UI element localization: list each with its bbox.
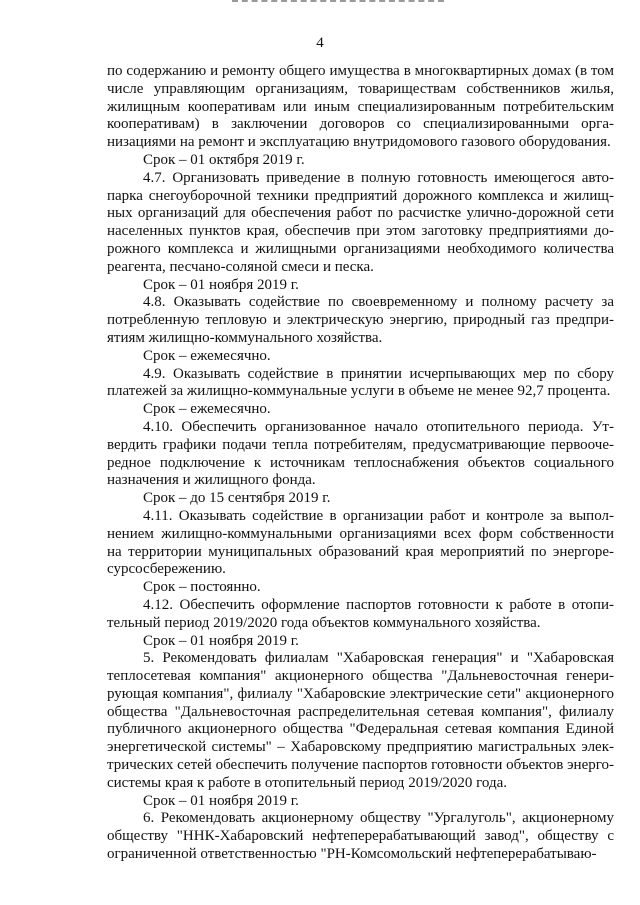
paragraph-4-8: 4.8. Оказывать содействие по своевременному и полному расчету за потребленную тепловую и электрическую энергию, природный газ предприятиям жилищно-коммунального хозяйства. <box>107 294 614 346</box>
deadline-line: Срок – 01 ноября 2019 г. <box>143 792 299 809</box>
paragraph-4-12: 4.12. Обеспечить оформление паспортов готовности к работе в отопительный период 2019/2020 года объектов коммунального хозяйства. <box>107 596 614 631</box>
paragraph-continuation: по содержанию и ремонту общего имущества в многоквартирных домах (в том числе управляющим организациям, товариществам собственников жилья, жилищным кооперативам или иным специализированным потребительским кооперативам) в заключении договоров со специализированными организациями на ремонт и эксплуатацию внутридомового газового оборудования. <box>107 63 614 151</box>
page-number: 4 <box>316 35 324 51</box>
paragraph-5: 5. Рекомендовать филиалам "Хабаровская генерация" и "Хабаровская теплосетевая компания" акционерного общества "Дальневосточная генерирующая компания", филиалу "Хабаровские электрические сети" акционерного общества "Дальневосточная распределительная сетевая компания", филиалу публичного акционерного общества "Федеральная сетевая компания Единой энергетической системы" – Хабаровскому предприятию магистральных электрических сетей обеспечить получение паспортов готовности объектов энергосистемы края к работе в отопительный период 2019/2020 года. <box>107 650 614 791</box>
deadline-line: Срок – ежемесячно. <box>143 401 271 418</box>
body-text <box>107 63 614 864</box>
header-divider <box>232 0 444 5</box>
paragraph-4-7: 4.7. Организовать приведение в полную готовность имеющегося автопарка снегоуборочной техники предприятий дорожного комплекса и жилищных организаций для обеспечения работ по расчистке улично-дорожной сети населенных пунктов края, обеспечив при этом заготовку предприятиями дорожного комплекса и жилищными организациями необходимого количества реагента, песчано-соляной смеси и песка. <box>107 169 614 275</box>
deadline-line: Срок – 01 ноября 2019 г. <box>143 632 299 649</box>
deadline-line: Срок – ежемесячно. <box>143 347 271 364</box>
deadline-line: Срок – постоянно. <box>143 579 261 596</box>
deadline-line: Срок – 01 октября 2019 г. <box>143 151 305 168</box>
deadline-line: Срок – до 15 сентября 2019 г. <box>143 490 331 507</box>
paragraph-6: 6. Рекомендовать акционерному обществу "Ургалуголь", акционерному обществу "ННК-Хабаровский нефтеперерабатывающий завод", обществу с ограниченной ответственностью "РН-Комсомольский нефтеперерабатываю- <box>107 810 614 863</box>
deadline-line: Срок – 01 ноября 2019 г. <box>143 276 299 293</box>
paragraph-4-10: 4.10. Обеспечить организованное начало отопительного периода. Утвердить графики подачи тепла потребителям, предусматривающие первоочередное подключение к источникам теплоснабжения объектов социального назначения и жилищного фонда. <box>107 418 614 489</box>
paragraph-4-9: 4.9. Оказывать содействие в принятии исчерпывающих мер по сбору платежей за жилищно-коммунальные услуги в объеме не менее 92,7 процента. <box>107 365 614 400</box>
paragraph-4-11: 4.11. Оказывать содействие в организации работ и контроле за выполнением жилищно-коммунальными организациями всех форм собственности на территории муниципальных образований края мероприятий по энергоресурсосбережению. <box>107 507 614 578</box>
